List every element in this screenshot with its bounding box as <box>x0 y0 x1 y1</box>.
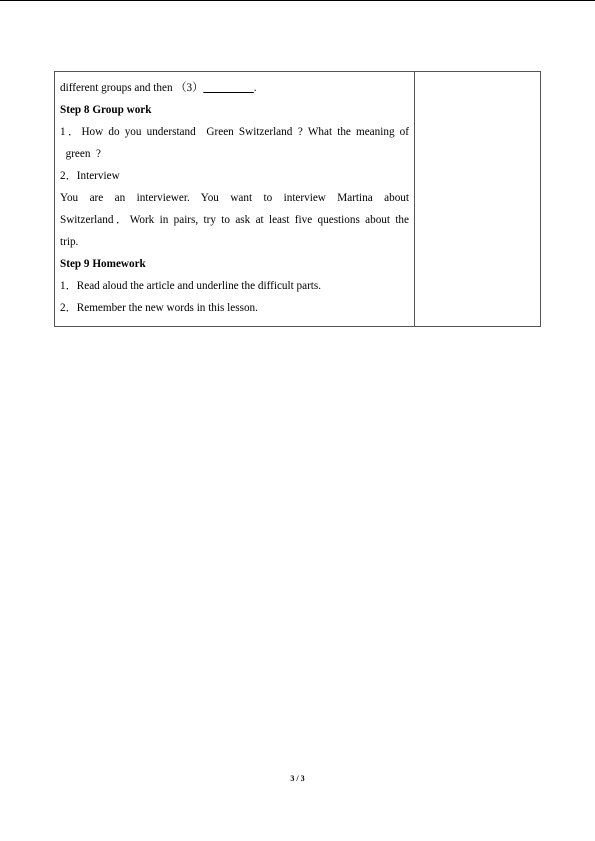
continuation-line <box>60 77 409 99</box>
continuation-text: different groups and then （3） <box>60 82 204 94</box>
question-2: 2．Interview <box>60 170 120 182</box>
homework-item-1: 1．Read aloud the article and underline the difficult parts. <box>60 280 322 292</box>
lesson-content-cell <box>55 72 415 326</box>
question-1-line-2: green ? <box>60 148 101 160</box>
interview-paragraph-line-2: Switzerland．Work in pairs, try to ask at least five questions about the <box>60 214 409 226</box>
question-1-line-1: 1．How do you understand Green Switzerland ? What the meaning of <box>60 126 409 138</box>
page-number: 3 / 3 <box>290 774 305 783</box>
interview-paragraph-line-1: You are an interviewer. You want to interview Martina about <box>60 192 409 204</box>
top-rule <box>0 0 595 1</box>
step9-heading: Step 9 Homework <box>60 258 146 270</box>
continuation-end: . <box>253 82 257 94</box>
fill-in-blank-3: _________ <box>203 82 254 94</box>
homework-item-2: 2．Remember the new words in this lesson. <box>60 302 258 314</box>
interview-paragraph-line-3: trip. <box>60 236 79 248</box>
step8-heading: Step 8 Group work <box>60 104 152 116</box>
notes-cell <box>415 72 540 326</box>
lesson-table <box>54 71 541 327</box>
